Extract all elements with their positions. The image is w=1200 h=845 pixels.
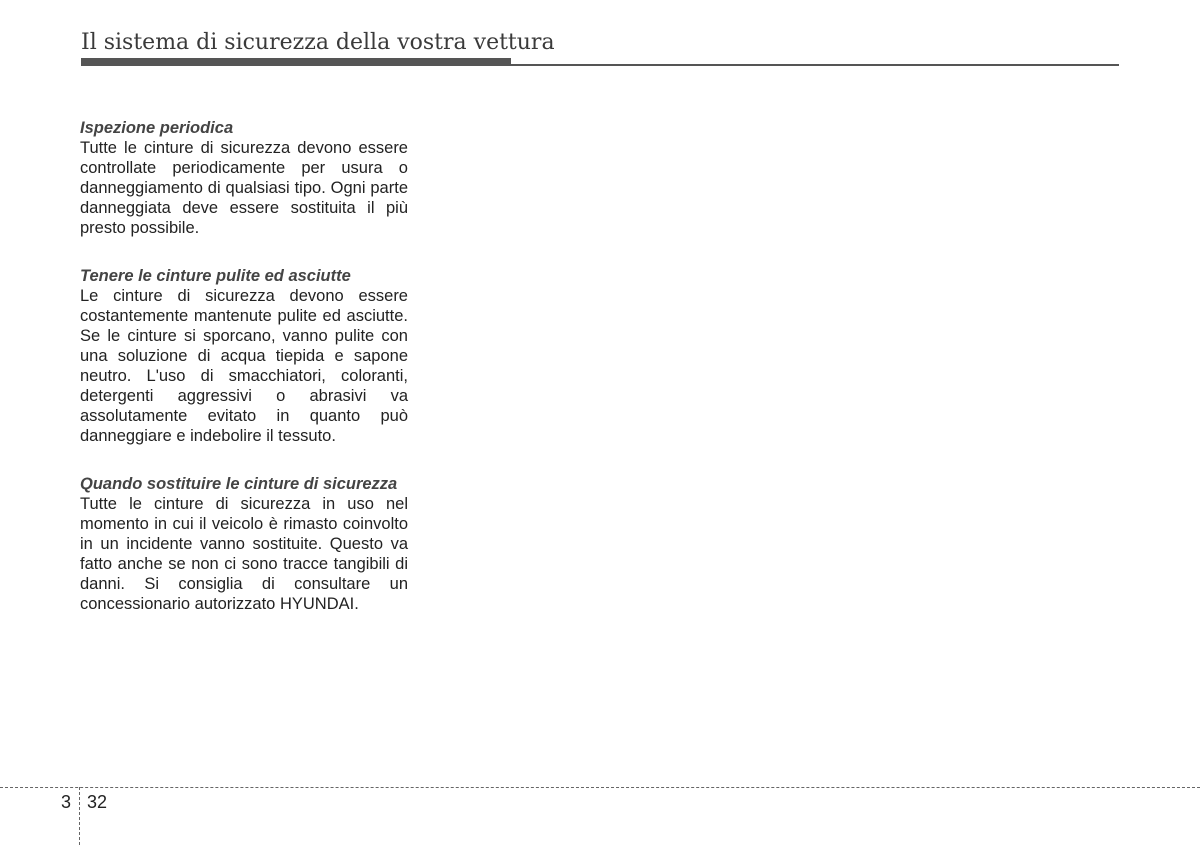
- footer-dashed-divider: [79, 787, 80, 845]
- header-rule-thick: [81, 58, 511, 66]
- section-title: Tenere le cinture pulite ed asciutte: [80, 267, 351, 285]
- page-number: 32: [87, 792, 108, 812]
- header-title: Il sistema di sicurezza della vostra vettura: [81, 30, 555, 55]
- section-body: Tutte le cinture di sicurezza devono essere controllate periodicamente per usura o danneggiamento di qualsiasi tipo. Ogni parte danneggiata deve essere sostituita il più presto possibile.: [80, 139, 408, 237]
- footer-dashed-rule: [0, 787, 1200, 788]
- section-title: Ispezione periodica: [80, 119, 234, 137]
- section-when-to-replace: [80, 472, 408, 614]
- section-periodic-inspection: [80, 116, 408, 238]
- header-rule-thin: [511, 64, 1119, 66]
- page-chapter-number: 3: [61, 792, 72, 812]
- section-body: Tutte le cinture di sicurezza in uso nel momento in cui il veicolo è rimasto coinvolto in un incidente vanno sostituite. Questo va fatto anche se non ci sono tracce tangibili di danni. Si consiglia di consultare un concessionario autorizzato HYUNDAI.: [80, 495, 408, 613]
- section-title: Quando sostituire le cinture di sicurezza: [80, 475, 398, 493]
- section-body: Le cinture di sicurezza devono essere costantemente mantenute pulite ed asciutte. Se le cinture si sporcano, vanno pulite con una soluzione di acqua tiepida e sapone neutro. L'uso di smacchiatori, coloranti, detergenti aggressivi o abrasivi va assolutamente evitato in quanto può danneggiare e indebolire il tessuto.: [80, 287, 408, 445]
- text-column: [80, 116, 408, 640]
- section-keep-belts-clean: [80, 264, 408, 446]
